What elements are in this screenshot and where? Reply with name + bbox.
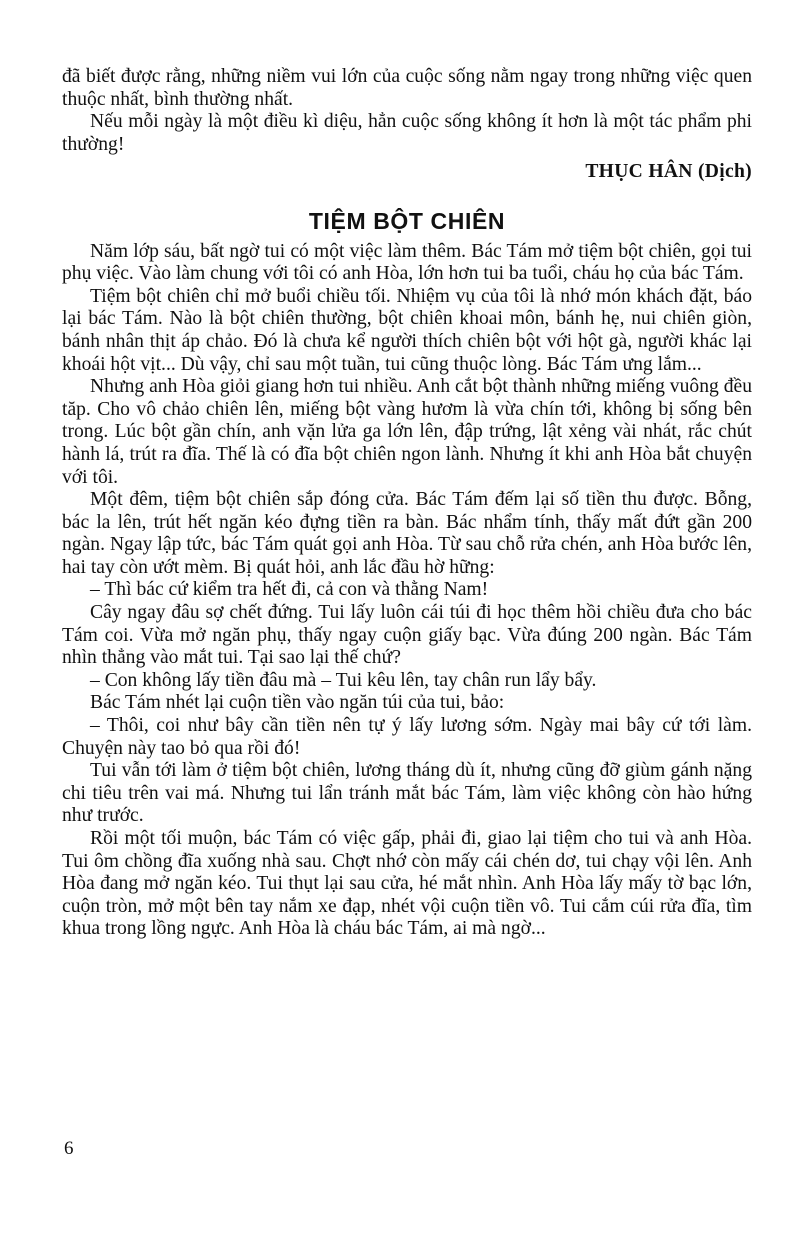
- dialogue-line: – Thì bác cứ kiểm tra hết đi, cả con và thằng Nam!: [90, 579, 489, 601]
- story-paragraph: Cây ngay đâu sợ chết đứng. Tui lấy luôn cái túi đi học thêm hồi chiều đưa cho bác Tám coi. Vừa mở ngăn phụ, thấy ngay cuộn giấy bạc. Vừa đúng 200 ngàn. Bác Tám nhìn thẳng vào mắt tui. Tại sao lại thế chứ?: [62, 602, 752, 669]
- story-paragraph: Tiệm bột chiên chỉ mở buổi chiều tối. Nhiệm vụ của tôi là nhớ món khách đặt, báo lại bác Tám. Nào là bột chiên thường, bột chiên khoai môn, bánh hẹ, nui chiên giòn, bánh nhân thịt áp chảo. Đó là chưa kể người thích chiên bột với hột gà, người khác lại khoái hột vịt... Dù vậy, chỉ sau một tuần, tui cũng thuộc lòng. Bác Tám ưng lắm...: [62, 285, 752, 375]
- intro-paragraph: đã biết được rằng, những niềm vui lớn của cuộc sống nằm ngay trong những việc quen thuộc nhất, bình thường nhất.: [62, 66, 752, 110]
- book-page: [62, 66, 752, 941]
- story-paragraph: Tui vẫn tới làm ở tiệm bột chiên, lương tháng dù ít, nhưng cũng đỡ giùm gánh nặng chi tiêu trên vai má. Nhưng tui lẩn tránh mắt bác Tám, làm việc không còn hào hứng như trước.: [62, 760, 752, 827]
- page-number: 6: [64, 1138, 74, 1159]
- story-paragraph: Một đêm, tiệm bột chiên sắp đóng cửa. Bác Tám đếm lại số tiền thu được. Bỗng, bác la lên, trút hết ngăn kéo đựng tiền ra bàn. Bác nhẩm tính, thấy mất đứt gần 200 ngàn. Ngay lập tức, bác Tám quát gọi anh Hòa. Từ sau chỗ rửa chén, anh Hòa bước lên, hai tay còn ướt mèm. Bị quát hỏi, anh lắc đầu hờ hững:: [62, 489, 752, 578]
- dialogue-line: – Thôi, coi như bây cần tiền nên tự ý lấy lương sớm. Ngày mai bây cứ tới làm. Chuyện này tao bỏ qua rồi đó!: [62, 715, 752, 759]
- story-paragraph: Năm lớp sáu, bất ngờ tui có một việc làm thêm. Bác Tám mở tiệm bột chiên, gọi tui phụ việc. Vào làm chung với tôi có anh Hòa, lớn hơn tui ba tuổi, cháu họ của bác Tám.: [62, 240, 752, 285]
- translator-credit: THỤC HÂN (Dịch): [585, 161, 752, 183]
- intro-paragraph: Nếu mỗi ngày là một điều kì diệu, hẳn cuộc sống không ít hơn là một tác phẩm phi thường!: [62, 111, 752, 155]
- dialogue-line: – Con không lấy tiền đâu mà – Tui kêu lên, tay chân run lẩy bẩy.: [90, 669, 597, 691]
- story-title: TIỆM BỘT CHIÊN: [308, 207, 506, 234]
- story-paragraph: Nhưng anh Hòa giỏi giang hơn tui nhiều. Anh cắt bột thành những miếng vuông đều tăp. Cho vô chảo chiên lên, miếng bột vàng hươm là vừa chín tới, không bị sống bên trong. Lúc bột gần chín, anh vặn lửa ga lớn lên, đập trứng, lật xẻng vài nhát, rắc chút hành lá, trút ra đĩa. Thế là có đĩa bột chiên ngon lành. Nhưng ít khi anh Hòa bắt chuyện với tôi.: [62, 376, 752, 488]
- story-paragraph: Rồi một tối muộn, bác Tám có việc gấp, phải đi, giao lại tiệm cho tui và anh Hòa. Tui ôm chồng đĩa xuống nhà sau. Chợt nhớ còn mấy cái chén dơ, tui chạy vội lên. Anh Hòa đang mở ngăn kéo. Tui thụt lại sau cửa, hé mắt nhìn. Anh Hòa lấy mấy tờ bạc lớn, cuộn tròn, mở một bên tay nắm xe đạp, nhét vội cuộn tiền vô. Tui cắm cúi rửa đĩa, tìm khua trong lồng ngực. Anh Hòa là cháu bác Tám, ai mà ngờ...: [62, 828, 752, 940]
- story-paragraph: Bác Tám nhét lại cuộn tiền vào ngăn túi của tui, bảo:: [90, 692, 505, 714]
